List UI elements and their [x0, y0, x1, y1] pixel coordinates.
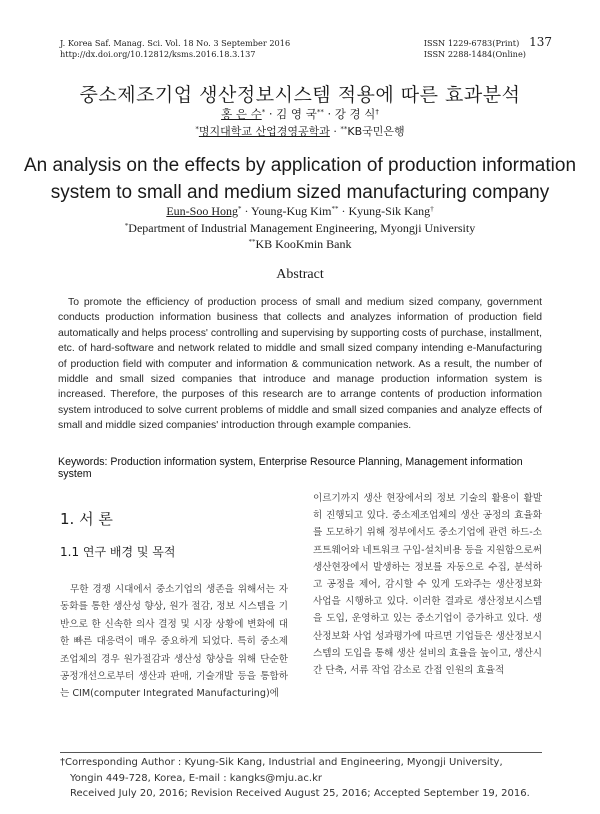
journal-citation: J. Korea Saf. Manag. Sci. Vol. 18 No. 3 September 2016: [60, 38, 291, 48]
author-mark: **: [316, 108, 324, 116]
keywords-list: Production information system, Enterprise Resource Planning, Management information system: [58, 456, 523, 480]
keywords-label: Keywords:: [58, 456, 108, 468]
english-affiliation-1: *Department of Industrial Management Engineering, Myongji University: [124, 221, 476, 235]
affil-mark: **: [340, 125, 348, 133]
english-title: [10, 152, 590, 206]
received-dates: Received July 20, 2016; Revision Received August 25, 2016; Accepted September 19, 2016.: [70, 788, 530, 799]
korean-affiliation-1: 명지대학교 산업경영공학과: [198, 125, 330, 138]
author-mark: †: [430, 205, 434, 213]
english-affiliation-2: **KB KooKmin Bank: [248, 237, 352, 251]
author-mark: **: [331, 205, 339, 213]
footnote: [60, 755, 550, 802]
english-author-2: Young-Kug Kim: [251, 204, 332, 218]
subsection-heading: 1.1 연구 배경 및 목적: [60, 545, 176, 559]
header-right: [424, 38, 526, 60]
abstract-heading: Abstract: [276, 267, 324, 282]
footnote-divider: [60, 752, 542, 753]
english-title-line-2: system to small and medium sized manufacturing company: [50, 182, 550, 203]
author-mark: *: [237, 205, 242, 213]
korean-affiliations: *명지대학교 산업경영공학과 · **KB국민은행: [195, 125, 405, 138]
affil-mark: *: [124, 222, 129, 230]
header-left: [60, 38, 290, 60]
english-title-line-1: An analysis on the effects by application of production information: [23, 155, 577, 176]
abstract-text: To promote the efficiency of production process of small and medium sized company, government conducts production information business that collects and analyzes information of production field automatically and helps process' controlling and supervising by supporting costs of purchase, installment, etc. of hard-software and network related to middle and small sized company intending e-Manufacturing of production field with computer and information & communication network. As a result, the number of middle and small sized companies that introduce and manage production information system is increased. Therefore, the purposes of this research are to arrange contents of production information system introduced to solve current problems of middle and small sized companies and analyze effects of small and middle sized companies' introduction through example companies.: [58, 297, 542, 432]
issn-online: ISSN 2288-1484(Online): [423, 49, 526, 59]
issn-print: ISSN 1229-6783(Print): [423, 38, 520, 48]
author-mark: *: [261, 108, 266, 116]
korean-authors: 홍 은 수* · 김 영 국** · 강 경 식†: [221, 107, 379, 121]
affil-mark: *: [195, 125, 199, 133]
doi-link[interactable]: http://dx.doi.org/10.12812/ksms.2016.18.3.137: [60, 49, 256, 59]
author-mark: †: [375, 108, 379, 116]
affil-mark: **: [248, 238, 256, 246]
page-number: 137: [529, 35, 552, 49]
english-author-1: Eun-Soo Hong: [166, 204, 238, 218]
section-heading-introduction: 1. 서 론: [60, 510, 113, 528]
body-text-right-column: 이르기까지 생산 현장에서의 정보 기술의 활용이 활발히 진행되고 있다. 중소제조업체의 생산 공정의 효율화를 도모하기 위해 정부에서도 중소기업에 관련 하드-소프트웨어와 네트워크 구입-설치비용 등을 지원함으로써 생산현장에서 발생하는 정보를 자동으로 수집, 분석하고 공정을 제어, 감시할 수 있게 도와주는 생산정보화 사업을 시행하고 있다. 이러한 결과로 생산정보시스템을 도입, 운영하고 있는 중소기업이 증가하고 있다. 생산정보화 사업 성과평가에 따르면 기업들은 생산정보시스템의 도입을 통해 생산 설비의 효율을 높이고, 생산시간 단축, 서류 작업 감소로 간접 인원의 효율적: [313, 493, 542, 677]
korean-affiliation-2: KB국민은행: [347, 125, 405, 138]
english-author-3: Kyung-Sik Kang: [348, 204, 431, 218]
body-text-left-column: 무한 경쟁 시대에서 중소기업의 생존을 위해서는 자동화를 통한 생산성 향상, 원가 절감, 정보 시스템을 기반으로 한 신속한 의사 결정 및 시장 상황에 변화에 대한 빠른 대응력이 매우 중요하게 되었다. 특히 중소제조업체의 경우 원가절감과 생산성 향상을 위해 단순한 공정개선으로부터 생산과 판매, 기술개발 등을 통합하는 CIM(computer Integrated Manufacturing)에: [60, 584, 288, 700]
korean-author-2: 김 영 국: [276, 107, 317, 121]
korean-title: 중소제조기업 생산정보시스템 적용에 따른 효과분석: [79, 84, 521, 106]
keywords: [58, 456, 548, 480]
korean-author-3: 강 경 식: [334, 107, 376, 121]
korean-author-1: 홍 은 수: [221, 107, 262, 121]
author-address: Yongin 449-728, Korea, E-mail : kangks@mju.ac.kr: [70, 772, 322, 784]
english-authors: Eun-Soo Hong* · Young-Kug Kim** · Kyung-Sik Kang†: [166, 204, 434, 218]
corresponding-author: †Corresponding Author : Kyung-Sik Kang, Industrial and Engineering, Myongji University,: [60, 757, 503, 768]
